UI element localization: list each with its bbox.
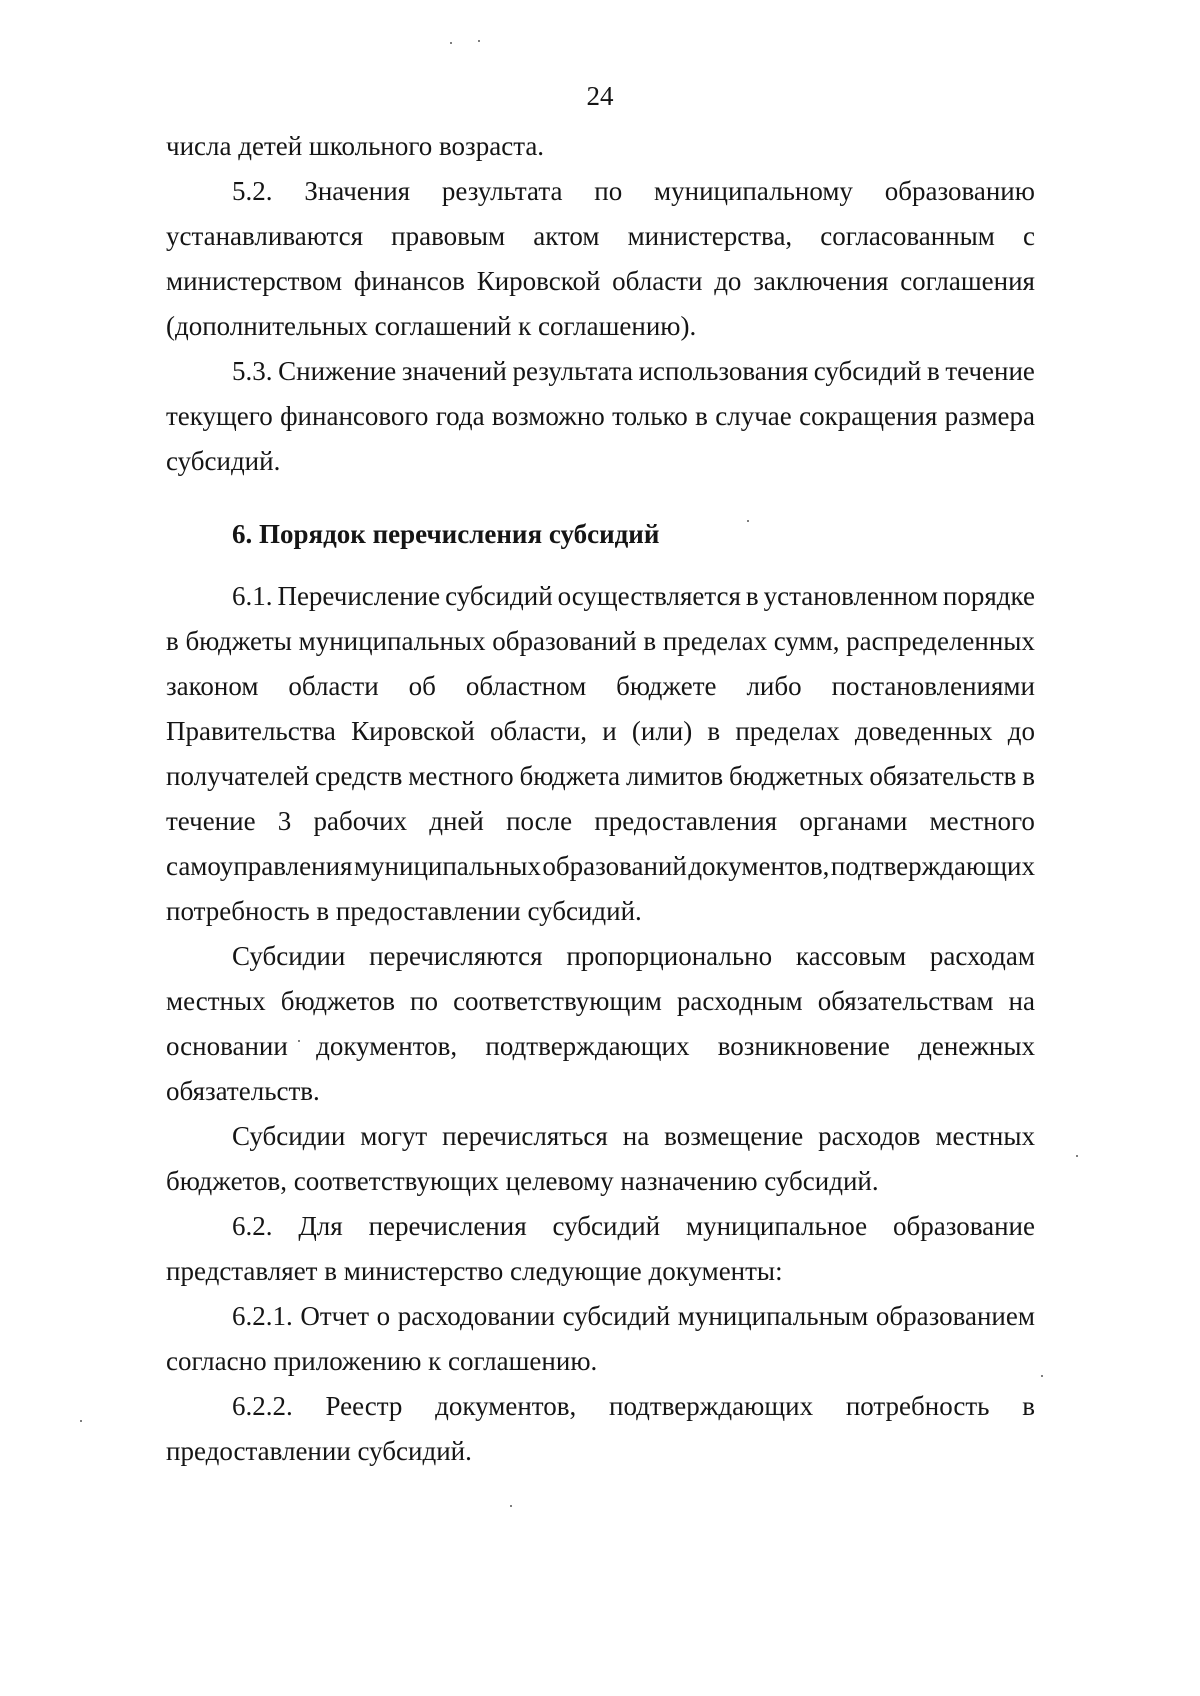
word: расходовании (397, 1301, 555, 1331)
word: образованием (875, 1301, 1035, 1331)
word: сумм, (773, 626, 840, 656)
paragraph-line (232, 173, 1035, 209)
word: постановлениями (831, 671, 1035, 701)
word: подтверждающих (830, 851, 1035, 881)
word: размера (944, 401, 1035, 431)
word: согласованным (820, 221, 995, 251)
word: в (1022, 1391, 1035, 1421)
word: дней (429, 806, 484, 836)
word: расходам (929, 941, 1035, 971)
word: 6.1. (232, 581, 273, 611)
word: 3 (277, 806, 292, 836)
word: муниципальное (686, 1211, 868, 1241)
scan-speck (510, 1505, 512, 1507)
paragraph-line: согласно приложению к соглашению. (166, 1346, 598, 1376)
word: области (288, 671, 379, 701)
paragraph-line: бюджетов, соответствующих целевому назначению субсидий. (166, 1166, 879, 1196)
word: местного (929, 806, 1035, 836)
word: местного (408, 761, 514, 791)
word: кассовым (795, 941, 907, 971)
word: доведенных (854, 716, 993, 746)
word: течение (945, 356, 1035, 386)
word: перечисляются (369, 941, 543, 971)
word: расходным (676, 986, 803, 1016)
word: осуществляется (557, 581, 741, 611)
section-heading: 6. Порядок перечисления субсидий (232, 519, 660, 549)
word: министерства, (627, 221, 793, 251)
word: правовым (391, 221, 506, 251)
word: муниципальным (677, 1301, 869, 1331)
word: самоуправления (166, 851, 353, 881)
word: подтверждающих (609, 1391, 814, 1421)
word: субсидий (445, 581, 553, 611)
paragraph-line (166, 398, 1035, 434)
word: потребность (845, 1391, 990, 1421)
word: рабочих (313, 806, 408, 836)
word: случае (715, 401, 792, 431)
word: области, (490, 716, 588, 746)
scan-speck (747, 520, 749, 522)
scan-speck (80, 1420, 82, 1422)
word: Субсидии (232, 1121, 346, 1151)
word: заключения (753, 266, 889, 296)
word: в (745, 581, 759, 611)
paragraph-line (232, 1388, 1035, 1424)
paragraph-line: субсидий. (166, 446, 281, 476)
word: в (166, 626, 179, 656)
word: распределенных (846, 626, 1035, 656)
word: субсидий (813, 356, 922, 386)
paragraph-line (166, 983, 1035, 1019)
word: 6.2. (232, 1211, 273, 1241)
word: соответствующим (453, 986, 662, 1016)
word: сокращения (799, 401, 938, 431)
paragraph-line: предоставлении субсидий. (166, 1436, 472, 1466)
word: министерством (166, 266, 343, 296)
word: 5.3. (232, 356, 273, 386)
word: в (643, 626, 657, 656)
word: документов, (688, 851, 830, 881)
word: получателей (166, 761, 310, 791)
paragraph-line (166, 623, 1035, 659)
word: субсидий (552, 1211, 661, 1241)
word: актом (533, 221, 600, 251)
paragraph-line (166, 758, 1035, 794)
word: о (376, 1301, 391, 1331)
paragraph-line (166, 1028, 1035, 1064)
word: возникновение (717, 1031, 890, 1061)
word: финансового (280, 401, 429, 431)
word: образование (893, 1211, 1035, 1241)
word: областном (465, 671, 587, 701)
word: соглашения (900, 266, 1035, 296)
paragraph-line (232, 1208, 1035, 1244)
word: по (594, 176, 623, 206)
word: документов, (316, 1031, 458, 1061)
word: результата (441, 176, 563, 206)
word: перечисления (368, 1211, 527, 1241)
word: Субсидии (232, 941, 346, 971)
word: 6.2.2. (232, 1391, 293, 1421)
word: до (714, 266, 742, 296)
paragraph-line (232, 353, 1035, 389)
word: муниципальному (654, 176, 853, 206)
word: области (612, 266, 703, 296)
word: основании (166, 1031, 288, 1061)
word: либо (746, 671, 802, 701)
word: финансов (353, 266, 465, 296)
word: бюджетов (280, 986, 395, 1016)
word: в (926, 356, 940, 386)
word: до (1007, 716, 1035, 746)
word: пределах (662, 626, 768, 656)
word: муниципальных (353, 851, 541, 881)
paragraph-line (232, 1298, 1035, 1334)
paragraph-line (232, 1118, 1035, 1154)
paragraph-line (166, 218, 1035, 254)
word: Снижение (278, 356, 397, 386)
paragraph-line: потребность в предоставлении субсидий. (166, 896, 642, 926)
word: образований (542, 851, 687, 881)
paragraph-line (166, 803, 1035, 839)
word: устанавливаются (166, 221, 364, 251)
word: Кировской (476, 266, 601, 296)
paragraph-line: представляет в министерство следующие документы: (166, 1256, 783, 1286)
word: расходов (818, 1121, 921, 1151)
word: законом (166, 671, 259, 701)
word: порядке (942, 581, 1035, 611)
word: образованию (884, 176, 1035, 206)
word: документов, (435, 1391, 577, 1421)
word: после (506, 806, 573, 836)
word: течение (166, 806, 256, 836)
word: результата (512, 356, 633, 386)
word: значений (401, 356, 507, 386)
word: местных (935, 1121, 1035, 1151)
paragraph-line (232, 578, 1035, 614)
word: (или) (631, 716, 693, 746)
word: органами (799, 806, 908, 836)
word: муниципальных (298, 626, 486, 656)
scan-speck (1076, 1155, 1078, 1157)
word: обязательств (869, 761, 1017, 791)
word: на (622, 1121, 650, 1151)
word: бюджеты (185, 626, 292, 656)
word: бюджетных (729, 761, 864, 791)
scan-speck (478, 40, 480, 42)
word: только (612, 401, 688, 431)
word: в (707, 716, 721, 746)
paragraph-line: обязательств. (166, 1076, 320, 1106)
word: использования (638, 356, 809, 386)
paragraph-line: (дополнительных соглашений к соглашению). (166, 311, 697, 341)
word: 5.2. (232, 176, 273, 206)
word: установленном (763, 581, 938, 611)
word: Правительства (166, 716, 336, 746)
word: и (602, 716, 617, 746)
paragraph-line (232, 938, 1035, 974)
word: образований (492, 626, 637, 656)
paragraph-line (166, 848, 1035, 884)
word: средств (314, 761, 403, 791)
word: подтверждающих (485, 1031, 690, 1061)
word: в (695, 401, 708, 431)
word: Отчет (300, 1301, 370, 1331)
word: Реестр (325, 1391, 403, 1421)
paragraph-line (166, 713, 1035, 749)
word: местных (166, 986, 266, 1016)
word: Кировской (351, 716, 475, 746)
page-number: 24 (586, 81, 614, 111)
word: бюджета (519, 761, 621, 791)
paragraph-line (166, 263, 1035, 299)
paragraph-line: числа детей школьного возраста. (166, 131, 545, 161)
word: с (1022, 221, 1035, 251)
word: пропорционально (566, 941, 773, 971)
word: денежных (918, 1031, 1035, 1061)
word: об (408, 671, 436, 701)
word: возможно (491, 401, 605, 431)
word: Для (298, 1211, 343, 1241)
scan-speck (450, 42, 452, 44)
scan-speck (1041, 1375, 1043, 1377)
word: бюджете (616, 671, 717, 701)
word: пределах (735, 716, 840, 746)
paragraph-line (166, 668, 1035, 704)
word: Перечисление (277, 581, 441, 611)
word: предоставления (594, 806, 778, 836)
word: текущего (166, 401, 273, 431)
word: возмещение (664, 1121, 804, 1151)
word: перечисляться (442, 1121, 608, 1151)
word: 6.2.1. (232, 1301, 293, 1331)
word: на (1008, 986, 1035, 1016)
word: Значения (304, 176, 411, 206)
word: обязательствам (817, 986, 994, 1016)
word: субсидий (562, 1301, 671, 1331)
word: года (435, 401, 485, 431)
word: по (410, 986, 438, 1016)
word: могут (360, 1121, 428, 1151)
word: в (1022, 761, 1035, 791)
scan-speck (298, 1040, 300, 1042)
word: лимитов (626, 761, 724, 791)
